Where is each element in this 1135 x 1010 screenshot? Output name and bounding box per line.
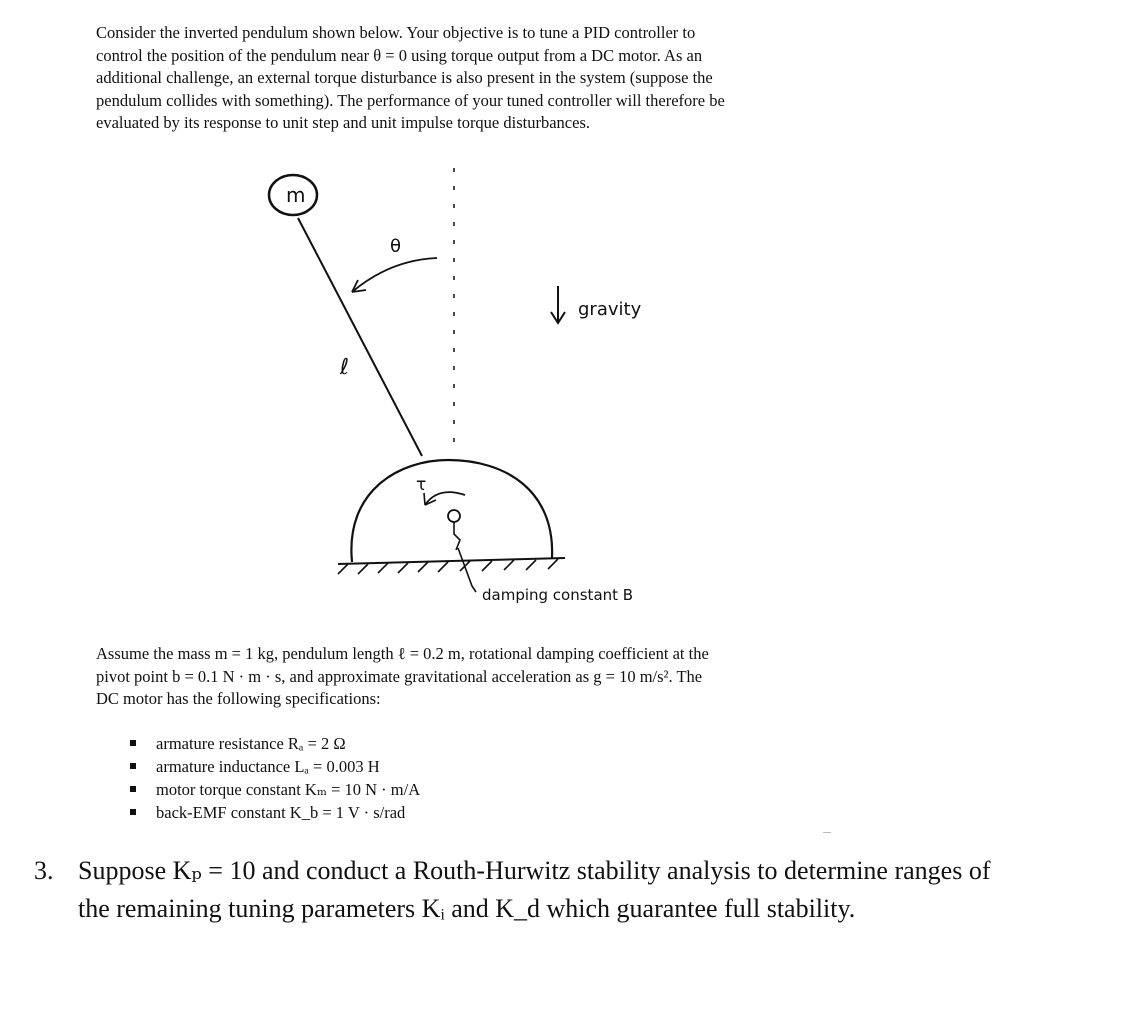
pendulum-diagram [286, 160, 700, 620]
assume-line: Assume the mass m = 1 kg, pendulum length ℓ = 0.2 m, rotational damping coefficient at the [96, 644, 709, 663]
gravity-label: gravity [578, 299, 642, 320]
spec-text: back-EMF constant K_b = 1 V · s/rad [156, 803, 406, 822]
bullet-icon [130, 740, 136, 746]
pendulum-rod [298, 218, 422, 456]
damper-symbol [448, 510, 460, 522]
list-item [130, 801, 420, 824]
assume-line: DC motor has the following specifications: [96, 689, 381, 708]
pendulum-figure [286, 160, 700, 620]
question-number: 3. [34, 856, 54, 885]
question-text [78, 852, 991, 928]
angle-label: θ [390, 236, 402, 257]
damping-label: damping constant B [482, 586, 634, 604]
spec-text: armature resistance Rₐ = 2 Ω [156, 734, 346, 753]
angle-arc [352, 258, 437, 292]
damper-line [454, 522, 460, 550]
spec-text: armature inductance Lₐ = 0.003 H [156, 757, 380, 776]
bullet-icon [130, 809, 136, 815]
assumptions-paragraph [96, 643, 856, 711]
mass-label: m [286, 183, 306, 207]
question-line: the remaining tuning parameters Kᵢ and K_d which guarantee full stability. [78, 894, 856, 923]
motor-specs-list [130, 732, 420, 824]
spec-text: motor torque constant Kₘ = 10 N · m/A [156, 780, 421, 799]
intro-paragraph [96, 22, 856, 135]
assume-line: pivot point b = 0.1 N · m · s, and approximate gravitational acceleration as g = 10 m/s². The [96, 666, 703, 686]
intro-line: Consider the inverted pendulum shown below. Your objective is to tune a PID controller to [96, 23, 696, 42]
intro-line: additional challenge, an external torque disturbance is also present in the system (suppose the [96, 68, 713, 87]
question-line: Suppose Kₚ = 10 and conduct a Routh-Hurwitz stability analysis to determine ranges of [78, 856, 991, 885]
intro-line: pendulum collides with something). The performance of your tuned controller will therefore be [96, 90, 725, 110]
intro-line: evaluated by its response to unit step and unit impulse torque disturbances. [96, 113, 590, 132]
ground-line [338, 558, 565, 564]
divider [823, 832, 831, 833]
bullet-icon [130, 786, 136, 792]
length-label: ℓ [340, 355, 350, 380]
intro-line: control the position of the pendulum near θ = 0 using torque output from a DC motor. As an [96, 45, 703, 65]
list-item [130, 755, 420, 778]
list-item [130, 732, 420, 755]
list-item [130, 778, 420, 801]
bullet-icon [130, 763, 136, 769]
torque-label: τ [416, 475, 427, 495]
